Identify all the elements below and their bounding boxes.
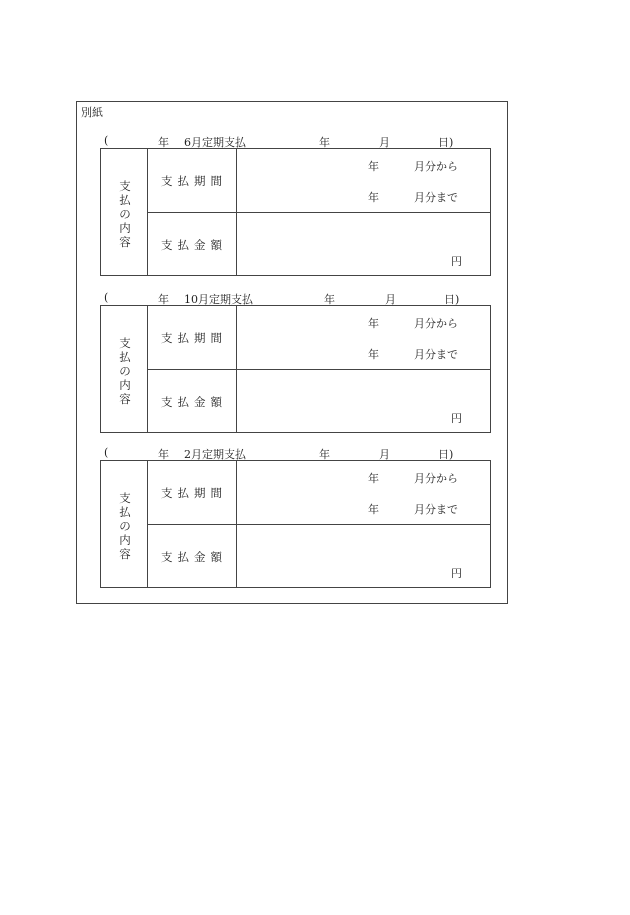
date-month: 月 bbox=[385, 293, 396, 306]
open-paren: ( bbox=[104, 446, 109, 459]
section-header-february bbox=[100, 446, 492, 460]
from-year: 年 bbox=[368, 317, 379, 330]
payment-table-october bbox=[100, 305, 491, 433]
amount-label: 支払金額 bbox=[161, 395, 227, 409]
to-month-text: 月分まで bbox=[414, 348, 458, 361]
amount-label: 支払金額 bbox=[161, 550, 227, 564]
date-day: 日) bbox=[444, 293, 460, 306]
payment-label: 2月定期支払 bbox=[184, 448, 246, 461]
period-label: 支払期間 bbox=[161, 331, 227, 345]
era-year: 年 bbox=[158, 448, 169, 461]
period-label: 支払期間 bbox=[161, 174, 227, 188]
from-month-text: 月分から bbox=[414, 472, 458, 485]
date-year: 年 bbox=[319, 448, 330, 461]
to-year: 年 bbox=[368, 503, 379, 516]
payment-table-june bbox=[100, 148, 491, 276]
from-month-text: 月分から bbox=[414, 317, 458, 330]
side-header bbox=[101, 306, 148, 432]
from-month-text: 月分から bbox=[414, 160, 458, 173]
to-month-text: 月分まで bbox=[414, 191, 458, 204]
yen-unit: 円 bbox=[451, 412, 462, 425]
amount-label-cell bbox=[148, 370, 237, 432]
to-year: 年 bbox=[368, 348, 379, 361]
payment-label: 10月定期支払 bbox=[184, 293, 253, 306]
payment-label: 6月定期支払 bbox=[184, 136, 246, 149]
payment-table-february bbox=[100, 460, 491, 588]
yen-unit: 円 bbox=[451, 255, 462, 268]
amount-label-cell bbox=[148, 525, 237, 587]
date-year: 年 bbox=[324, 293, 335, 306]
date-day: 日) bbox=[438, 448, 454, 461]
date-day: 日) bbox=[438, 136, 454, 149]
open-paren: ( bbox=[104, 134, 109, 147]
date-month: 月 bbox=[379, 136, 390, 149]
date-month: 月 bbox=[379, 448, 390, 461]
to-year: 年 bbox=[368, 191, 379, 204]
era-year: 年 bbox=[158, 293, 169, 306]
side-header bbox=[101, 461, 148, 587]
period-label-cell bbox=[148, 149, 237, 213]
payment-content-label: 支 払 の 内 容 bbox=[119, 179, 131, 249]
to-month-text: 月分まで bbox=[414, 503, 458, 516]
from-year: 年 bbox=[368, 472, 379, 485]
open-paren: ( bbox=[104, 291, 109, 304]
from-year: 年 bbox=[368, 160, 379, 173]
amount-label: 支払金額 bbox=[161, 238, 227, 252]
section-header-june bbox=[100, 134, 492, 148]
payment-content-label: 支 払 の 内 容 bbox=[119, 491, 131, 561]
period-label-cell bbox=[148, 461, 237, 525]
amount-label-cell bbox=[148, 213, 237, 275]
period-label: 支払期間 bbox=[161, 486, 227, 500]
payment-content-label: 支 払 の 内 容 bbox=[119, 336, 131, 406]
date-year: 年 bbox=[319, 136, 330, 149]
yen-unit: 円 bbox=[451, 567, 462, 580]
section-header-october bbox=[100, 291, 492, 305]
attachment-title: 別紙 bbox=[81, 106, 103, 119]
period-label-cell bbox=[148, 306, 237, 370]
era-year: 年 bbox=[158, 136, 169, 149]
side-header bbox=[101, 149, 148, 275]
